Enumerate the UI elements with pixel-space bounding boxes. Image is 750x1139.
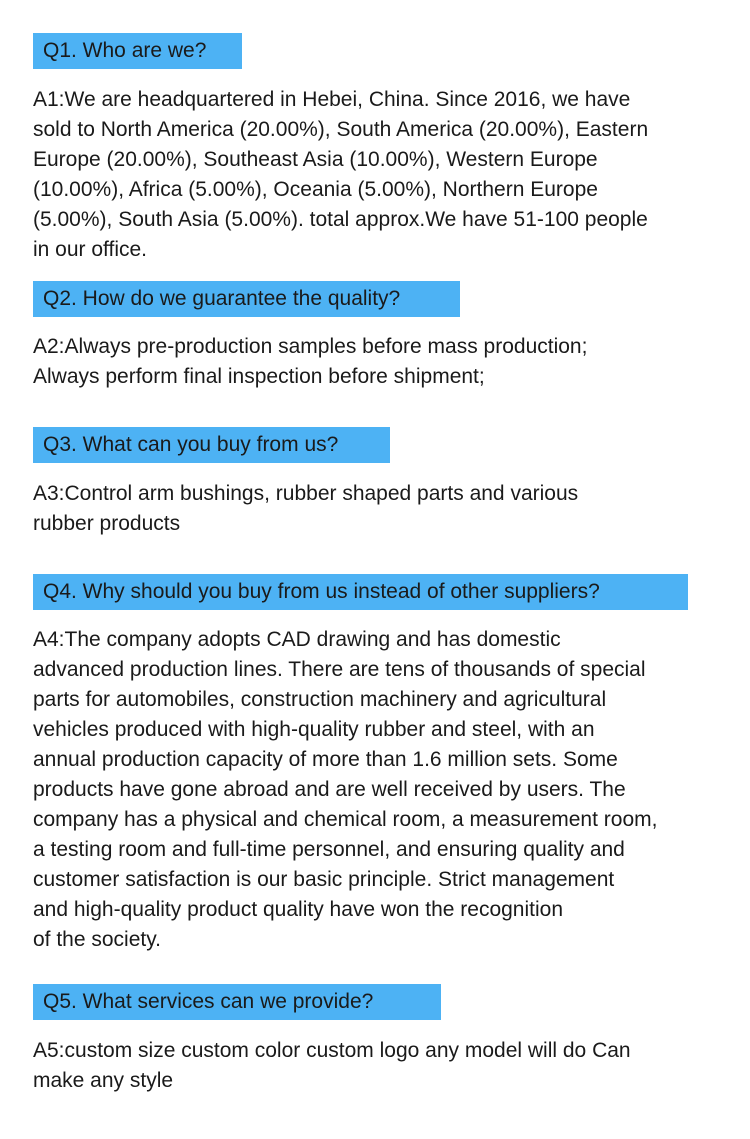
question-1-heading: Q1. Who are we? bbox=[33, 33, 242, 69]
answer-3-text: A3:Control arm bushings, rubber shaped parts and various rubber products bbox=[33, 482, 579, 535]
answer-1-text: A1:We are headquartered in Hebei, China. Since 2016, we have sold to North America (20.00%), South America (20.00%), Eastern Europe (20.00%), Southeast Asia (10.00%), Western Europe (10.00%), Africa (5.00%), Oceania (5.00%), Northern Europe (5.00%), South Asia (5.00%). total approx.We have 51-100 people in our office. bbox=[33, 88, 649, 261]
answer-5-text: A5:custom size custom color custom logo any model will do Can make any style bbox=[33, 1039, 631, 1092]
answer-4-text: A4:The company adopts CAD drawing and has domestic advanced production lines. There are tens of thousands of special parts for automobiles, construction machinery and agricultural vehicles produced with high-quality rubber and steel, with an annual production capacity of more than 1.6 million sets. Some products have gone abroad and are well received by users. The company has a physical and chemical room, a measurement room, a testing room and full-time personnel, and ensuring quality and customer satisfaction is our basic principle. Strict management and high-quality product quality have won the recognition of the society. bbox=[33, 628, 658, 951]
answer-2-text: A2:Always pre-production samples before mass production; Always perform final inspection before shipment; bbox=[33, 335, 588, 388]
question-2-heading: Q2. How do we guarantee the quality? bbox=[33, 281, 460, 317]
question-5-heading: Q5. What services can we provide? bbox=[33, 984, 441, 1020]
question-4-heading: Q4. Why should you buy from us instead of other suppliers? bbox=[33, 574, 688, 610]
question-3-heading: Q3. What can you buy from us? bbox=[33, 427, 390, 463]
